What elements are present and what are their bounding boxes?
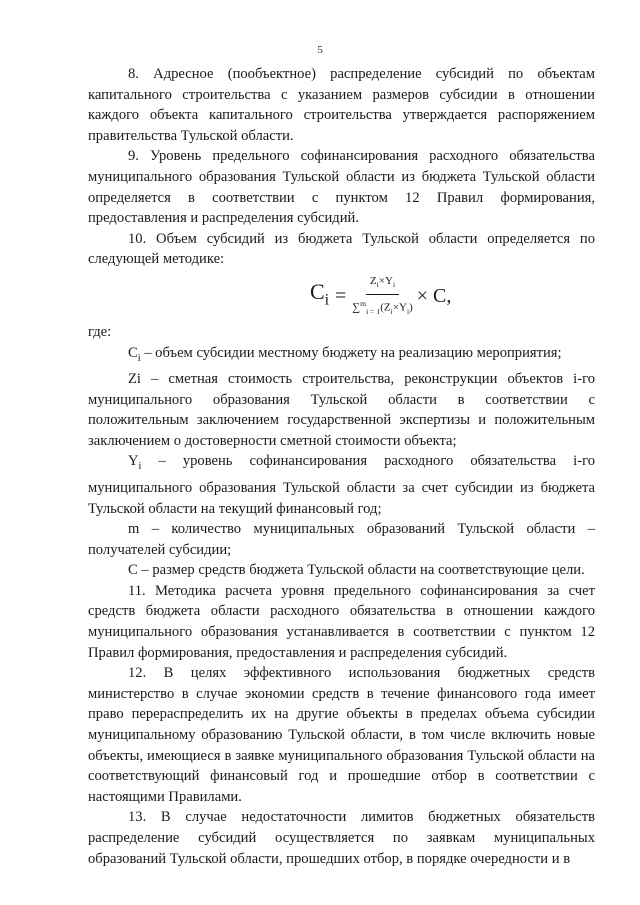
definition-ci-subscript: i [137,352,141,364]
formula-denominator: $\sum^m_{i = 1}(Z_i\times Y_i)$ [352,299,413,316]
definition-zi: Zi – сметная стоимость строительства, реконструкции объектов i-го муниципального образования Тульской области в соответствии с положительным заключением государственной экспертизы и положительным заключением о достоверности сметной стоимости объекта; [88,371,595,449]
page-number: 5 [317,44,323,56]
definition-yi: $Y_i$ – уровень софинансирования расходного обязательства i-го муниципального образования Тульской области за счет субсидии из бюджета Тульской области на текущий финансовый год; [88,453,595,517]
formula-tail: × C, [416,285,452,308]
subsidy-formula [88,272,595,318]
paragraph-11: 11. Методика расчета уровня предельного софинансирования за счет средств бюджета области расходного обязательства в отношении каждого муниципального образования устанавливается в соответствии с пунктом 12 Правил формирования, предоставления и распределения субсидий. [88,582,595,661]
document-body [88,64,595,869]
definition-ci: $С_i$ – объем субсидии местному бюджету на реализацию мероприятия; [128,344,562,364]
formula-lhs: $C_i$ [310,278,329,309]
paragraph-10: 10. Объем субсидий из бюджета Тульской области определяется по следующей методике: [88,230,595,268]
definition-m: m – количество муниципальных образований Тульской области – получателей субсидии; [88,521,595,558]
formula-equals: = [334,285,347,308]
paragraph-8: 8. Адресное (пообъектное) распределение субсидий по объектам капитального строительства с указанием размеров субсидии в отношении каждого объекта капитального строительства утверждается распоряжением правительства Тульской области. [88,66,595,144]
formula-numerator: $Z_i\times Y_i$ [366,274,399,295]
paragraph-9: 9. Уровень предельного софинансирования расходного обязательства муниципального образования Тульской области из бюджета Тульской области определяется в соответствии с пунктом 12 Правил формирования, предоставления и распределения субсидий. [88,148,595,227]
definition-ci-text: – объем субсидии местному бюджету на реализацию мероприятия; [140,344,562,361]
paragraph-13: 13. В случае недостаточности лимитов бюджетных обязательств распределение субсидий осуществляется по заявкам муниципальных образований Тульской области, прошедших отбор, в порядке очередности и в [88,809,595,867]
formula-fraction [352,274,413,319]
where-label: где: [88,323,112,340]
paragraph-12: 12. В целях эффективного использования бюджетных средств министерство в случае экономии средств в течение финансового года имеет право перераспределить их на другие объекты в пределах объема субсидии муниципальному образованию Тульской области, в том числе включить новые объекты, имеющиеся в заявке муниципального образования Тульской области на соответствующий финансовый год и прошедшие отбор в соответствии с настоящими Правилами. [88,665,595,805]
definition-c: C – размер средств бюджета Тульской области на соответствующие цели. [128,562,585,579]
